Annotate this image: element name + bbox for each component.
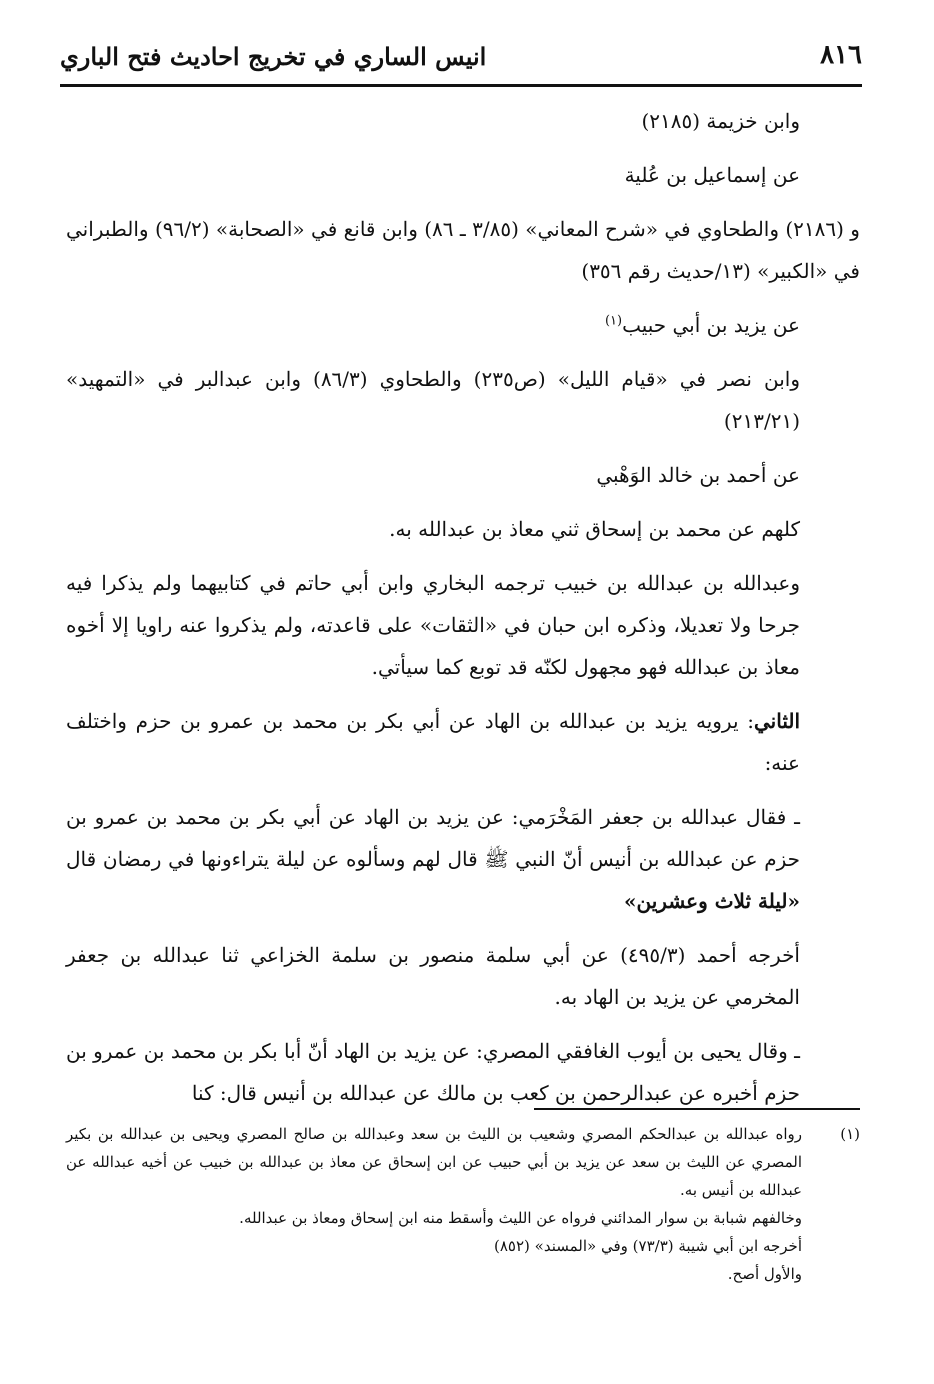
footnote-text: رواه عبدالله بن عبدالحكم المصري وشعيب بن الليث بن سعد وعبدالله بن صالح المصري ويحيى بن عبدالله بن بكير المصري عن الليث بن سعد عن يزيد بن أبي حبيب عن ابن إسحاق عن معاذ بن عبدالله بن خبيب عن أخيه عبدالله عن عبدالله بن أنيس به.	[66, 1125, 802, 1199]
paragraph-text: عن يزيد بن أبي حبيب	[622, 313, 800, 337]
paragraph	[66, 304, 860, 346]
paragraph: وعبدالله بن عبدالله بن خبيب ترجمه البخاري وابن أبي حاتم في كتابيهما ولم يذكرا فيه جرحا ولا تعديلا، وذكره ابن حبان في «الثقات» على قاعدته، ولم يذكروا عنه راويا إلا أخوه معاذ بن عبدالله فهو مجهول لكنّه قد توبع كما سيأتي.	[66, 571, 800, 679]
paragraph	[66, 796, 860, 922]
paragraph: و (٢١٨٦) والطحاوي في «شرح المعاني» (٣/٨٥ ـ ٨٦) وابن قانع في «الصحابة» (٩٦/٢) والطبراني في «الكبير» (١٣/حديث رقم ٣٥٦)	[66, 217, 860, 283]
paragraph: أخرجه أحمد (٤٩٥/٣) عن أبي سلمة منصور بن سلمة الخزاعي ثنا عبدالله بن جعفر المخرمي عن يزيد بن الهاد به.	[66, 943, 800, 1009]
paragraph: وابن نصر في «قيام الليل» (ص٢٣٥) والطحاوي (٨٦/٣) وابن عبدالبر في «التمهيد» (٢١٣/٢١)	[66, 367, 800, 433]
footnote-number: (١)	[840, 1125, 860, 1143]
paragraph	[66, 700, 860, 784]
paragraph: كلهم عن محمد بن إسحاق ثني معاذ بن عبدالله به.	[389, 517, 800, 541]
highlighted-quote: «ليلة ثلاث وعشرين»	[624, 889, 800, 913]
page-number: ٨١٦	[820, 40, 862, 70]
paragraph: ـ وقال يحيى بن أيوب الغافقي المصري: عن يزيد بن الهاد أنّ أبا بكر بن محمد بن عمرو بن حزم أخبره عن عبدالرحمن بن كعب بن مالك عن عبدالله بن أنيس قال: كنا	[66, 1039, 800, 1105]
paragraph: عن أحمد بن خالد الوَهْبي	[596, 463, 800, 487]
page-header	[60, 38, 862, 78]
footnote-text: أخرجه ابن أبي شيبة (٧٣/٣) وفي «المسند» (٨٥٢)	[494, 1237, 802, 1255]
footnotes	[66, 1120, 860, 1288]
paragraph: وابن خزيمة (٢١٨٥)	[641, 109, 800, 133]
paragraph-text: : يرويه يزيد بن عبدالله بن الهاد عن أبي بكر بن محمد بن عمرو بن حزم واختلف عنه:	[66, 709, 800, 775]
footnote-rule	[534, 1108, 860, 1110]
paragraph: عن إسماعيل بن عُلية	[624, 163, 800, 187]
footnote-text: وخالفهم شبابة بن سوار المدائني فرواه عن الليث وأسقط منه ابن إسحاق ومعاذ بن عبدالله.	[239, 1209, 802, 1227]
footnote-text: والأول أصح.	[727, 1265, 802, 1283]
paragraph-text: ـ فقال عبدالله بن جعفر المَخْرَمي: عن يزيد بن الهاد عن أبي بكر بن محمد بن عمرو بن حزم عن عبدالله بن أنيس أنّ النبي ﷺ قال لهم وسألوه عن ليلة يتراءونها في رمضان قال	[66, 805, 800, 871]
section-label: الثاني	[753, 709, 800, 733]
main-text	[66, 100, 860, 1126]
footnote-reference[interactable]: (١)	[604, 313, 623, 329]
footnote	[66, 1120, 860, 1288]
header-rule	[60, 84, 862, 87]
running-title: انيس الساري في تخريج احاديث فتح الباري	[60, 42, 487, 71]
